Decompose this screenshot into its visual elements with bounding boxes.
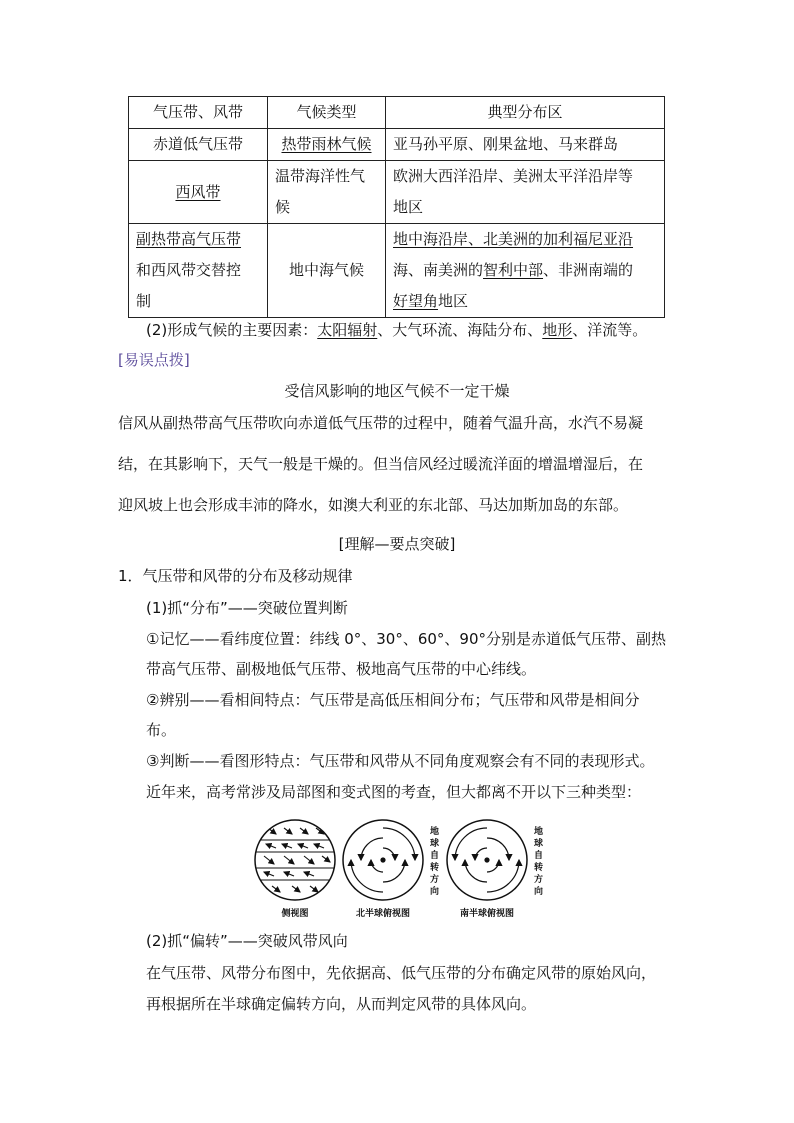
cell-region-line1: 欧洲大西洋沿岸、美洲太平洋沿岸等 bbox=[393, 167, 634, 185]
tip-line-1: 信风从副热带高气压带吹向赤道低气压带的过程中，随着气温升高，水汽不易凝 bbox=[118, 414, 644, 432]
sub-heading-1: (1)抓“分布”——突破位置判断 bbox=[146, 599, 348, 617]
tip-title: 受信风影响的地区气候不一定干燥 bbox=[284, 382, 510, 400]
item1-line2: 带高气压带、副极地低气压带、极地高气压带的中心纬线。 bbox=[146, 660, 537, 678]
table-header-row bbox=[129, 97, 665, 129]
item1-line1: ①记忆——看纬度位置：纬线 0°、30°、60°、90°分别是赤道低气压带、副热 bbox=[146, 630, 667, 648]
rotation-label-2 bbox=[534, 825, 543, 897]
sub2-line2: 再根据所在半球确定偏转方向，从而判定风带的具体风向。 bbox=[146, 995, 537, 1013]
svg-text:方: 方 bbox=[534, 875, 544, 885]
header-climate: 气候类型 bbox=[268, 97, 386, 129]
cell-belt: 赤道低气压带 bbox=[129, 129, 268, 161]
cell-climate-line1: 温带海洋性气 bbox=[275, 167, 366, 185]
cell-region-line2b: 智利中部 bbox=[483, 261, 544, 279]
svg-text:球: 球 bbox=[534, 839, 544, 849]
svg-text:球: 球 bbox=[430, 839, 440, 849]
cell-region-line3b: 地区 bbox=[438, 292, 469, 310]
point-1-heading: 1．气压带和风带的分布及移动规律 bbox=[118, 567, 353, 585]
section-title: [理解—要点突破] bbox=[338, 535, 456, 553]
svg-text:地: 地 bbox=[430, 827, 440, 837]
svg-text:转: 转 bbox=[430, 863, 440, 873]
cell-region: 亚马孙平原、刚果盆地、马来群岛 bbox=[386, 129, 665, 161]
svg-text:地: 地 bbox=[534, 827, 544, 837]
climate-table bbox=[128, 96, 665, 318]
factors-line bbox=[146, 317, 647, 343]
cell-belt-line2: 和西风带交替控 bbox=[136, 261, 242, 279]
cell-climate-line2: 候 bbox=[275, 198, 291, 216]
pressure-belt-figure bbox=[250, 818, 560, 924]
cell-climate: 地中海气候 bbox=[268, 224, 386, 318]
svg-text:方: 方 bbox=[430, 875, 440, 885]
tip-line-3: 迎风坡上也会形成丰沛的降水，如澳大利亚的东北部、马达加斯加岛的东部。 bbox=[118, 496, 629, 514]
caption-north-view: 北半球俯视图 bbox=[355, 909, 411, 919]
caption-side-view: 侧视图 bbox=[281, 909, 309, 919]
sub-heading-2: (2)抓“偏转”——突破风带风向 bbox=[146, 932, 348, 950]
header-belt: 气压带、风带 bbox=[129, 97, 268, 129]
tip-label: [易误点拨] bbox=[118, 351, 190, 369]
svg-text:转: 转 bbox=[534, 863, 544, 873]
table-row bbox=[129, 129, 665, 161]
factors-mid: 、大气环流、海陆分布、 bbox=[377, 321, 543, 339]
cell-region-line2a: 海、南美洲的 bbox=[393, 261, 484, 279]
factors-suffix: 、洋流等。 bbox=[572, 321, 648, 339]
tip-line-2: 结，在其影响下，天气一般是干燥的。但当信风经过暖流洋面的增温增湿后，在 bbox=[118, 455, 644, 473]
cell-region-line1: 地中海沿岸、北美洲的加利福尼亚沿 bbox=[393, 230, 634, 248]
sub2-line1: 在气压带、风带分布图中，先依据高、低气压带的分布确定风带的原始风向， bbox=[146, 964, 657, 982]
item2-line1: ②辨别——看相间特点：气压带是高低压相间分布；气压带和风带是相间分 bbox=[146, 691, 640, 709]
cell-belt-line1: 副热带高气压带 bbox=[136, 230, 242, 248]
cell-region-line3a: 好望角 bbox=[393, 292, 439, 310]
factor-terrain: 地形 bbox=[542, 321, 573, 339]
factor-solar: 太阳辐射 bbox=[317, 321, 378, 339]
side-view-diagram bbox=[250, 820, 340, 900]
svg-text:向: 向 bbox=[534, 887, 544, 897]
caption-south-view: 南半球俯视图 bbox=[459, 909, 515, 919]
cell-belt: 西风带 bbox=[175, 182, 221, 201]
south-view-diagram bbox=[447, 820, 527, 900]
cell-region-line2c: 、非洲南端的 bbox=[543, 261, 634, 279]
svg-text:向: 向 bbox=[430, 887, 440, 897]
table-row bbox=[129, 224, 665, 318]
item3-line1: ③判断——看图形特点：气压带和风带从不同角度观察会有不同的表现形式。 bbox=[146, 752, 655, 770]
item3-line2: 近年来，高考常涉及局部图和变式图的考查，但大都离不开以下三种类型： bbox=[146, 783, 642, 801]
north-view-diagram bbox=[343, 820, 423, 900]
table-row bbox=[129, 161, 665, 224]
cell-climate: 热带雨林气候 bbox=[281, 135, 372, 153]
rotation-label-1 bbox=[430, 825, 439, 897]
item2-line2: 布。 bbox=[146, 721, 177, 739]
svg-text:自: 自 bbox=[430, 851, 440, 861]
cell-belt-line3: 制 bbox=[136, 292, 152, 310]
cell-region-line2: 地区 bbox=[393, 198, 424, 216]
header-region: 典型分布区 bbox=[386, 97, 665, 129]
svg-text:自: 自 bbox=[534, 851, 544, 861]
factors-prefix: (2)形成气候的主要因素： bbox=[146, 321, 318, 339]
